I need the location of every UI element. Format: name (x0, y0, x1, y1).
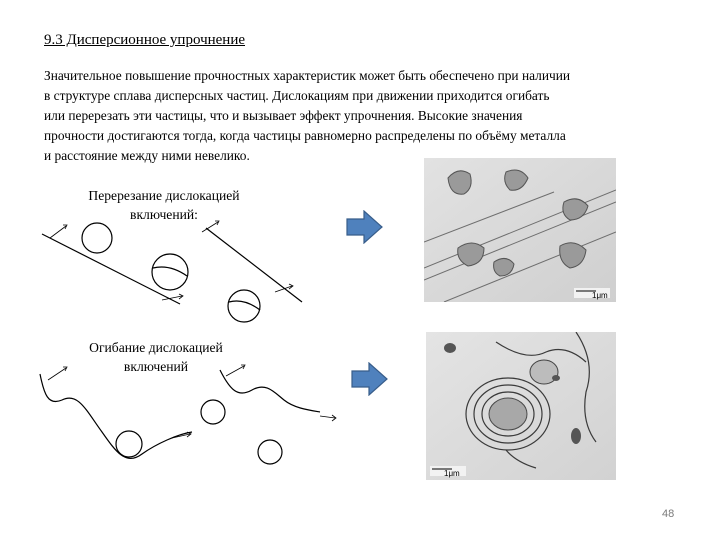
right-arrow-icon (346, 210, 384, 244)
bowing-diagram (30, 362, 340, 472)
paragraph-line: и расстояние между ними невелико. (44, 148, 250, 163)
scale-bar-label: 1μm (444, 469, 460, 478)
particle (228, 290, 260, 322)
paragraph-line: или перерезать эти частицы, что и вызывает эффект упрочнения. Высокие значения (44, 108, 523, 123)
shear-step (229, 301, 260, 310)
caption-line: включений (123, 359, 189, 374)
scale-bar-label: 1μm (592, 291, 608, 300)
slide-title: 9.3 Дисперсионное упрочнение (44, 32, 246, 48)
caption-line: включений: (130, 207, 198, 222)
shear-step (153, 267, 187, 276)
page-number: 48 (662, 508, 675, 520)
micrograph-bowing (426, 332, 616, 480)
cutting-diagram (30, 214, 320, 324)
particle (116, 431, 142, 457)
particle (258, 440, 282, 464)
paragraph-line: в структуре сплава дисперсных частиц. Дислокациям при движении приходится огибать (44, 88, 550, 103)
particle (82, 223, 112, 253)
caption-line: Огибание дислокацией (89, 340, 223, 355)
micrograph-cutting (424, 158, 616, 302)
dislocation-line (220, 370, 320, 412)
caption-line: Перерезание дислокацией (88, 188, 240, 203)
paragraph-line: прочности достигаются тогда, когда частицы равномерно распределены по объёму металла (44, 128, 566, 143)
dislocation-line (206, 228, 302, 302)
right-arrow-icon (351, 362, 389, 396)
particle (201, 400, 225, 424)
paragraph-line: Значительное повышение прочностных характеристик может быть обеспечено при наличии (44, 68, 571, 83)
particle (152, 254, 188, 290)
intro-paragraph (44, 66, 684, 166)
